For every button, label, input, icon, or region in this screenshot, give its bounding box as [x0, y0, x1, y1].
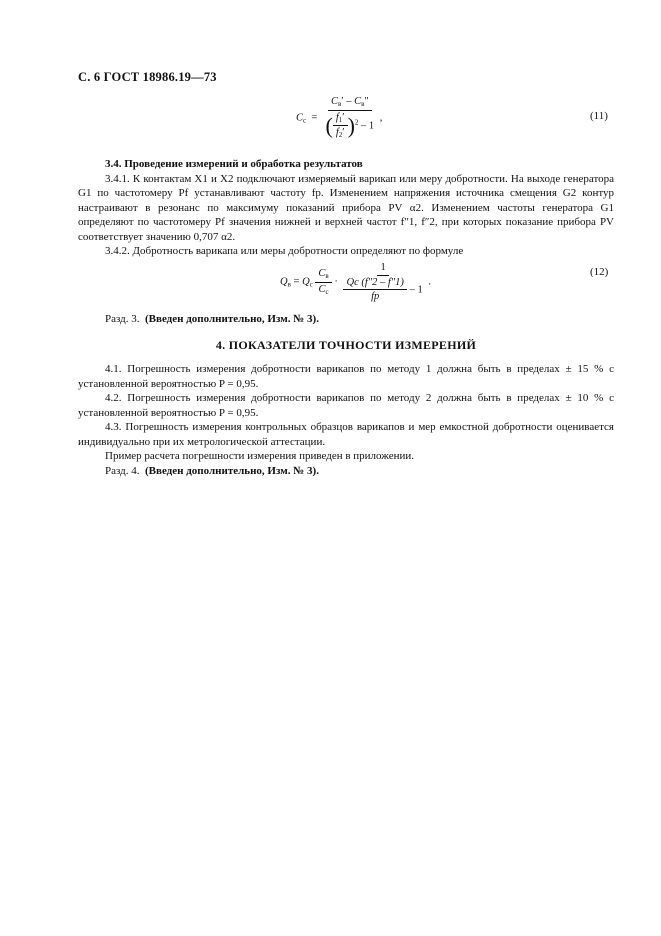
formula-12-number: (12): [590, 266, 609, 278]
paragraph-4-3: 4.3. Погрешность измерения контрольных образцов варикапов и мер емкостной добротности оценивается индивидуально при их метрологической аттестации.: [78, 421, 614, 448]
formula-12: $Q_в = Q_с$ $\frac{C_в}{C_с}$ · 1 $\frac{Qс (f''2 - f''1)}{fр}$ – 1 .: [280, 262, 431, 303]
paragraph-3-4-1: 3.4.1. К контактам X1 и X2 подключают измеряемый варикап или меру добротности. На выходе генератора G1 по частотомеру Pf устанавливают частоту fр. Изменением напряжения источника смещения G2 контур настраивают в резонанс по максимуму показаний прибора PV α2. Изменением частоты генератора G1 определяют по частотомеру Pf значения нижней и верхней частот f″1, f″2, при которых показание прибора PV соответствует значению 0,707 α2.: [78, 172, 614, 243]
formula-11: $C_с$ = $C_в' - C_в''$ ( $\frac{f_1'}{f_2'}$ )$^2$ – 1 ,: [296, 96, 383, 140]
paragraph-3-4-2: 3.4.2. Добротность варикапа или меры добротности определяют по формуле: [105, 245, 464, 257]
paragraph-4-4: Пример расчета погрешности измерения приведен в приложении.: [105, 450, 415, 462]
formula-11-fraction: $C_в' - C_в''$ ( $\frac{f_1'}{f_2'}$ )$^2$ – 1: [325, 96, 375, 140]
section-3-4: [78, 157, 614, 259]
page-header: С. 6 ГОСТ 18986.19—73: [78, 70, 217, 84]
amendment-note-4: Разд. 4. (Введен дополнительно, Изм. № 3).: [105, 464, 319, 477]
paragraph-4-1: 4.1. Погрешность измерения добротности варикапов по методу 1 должна быть в пределах ± 15 % с установленной вероятностью P = 0,95.: [78, 363, 614, 390]
section-4: [78, 362, 614, 478]
section-3-4-title: 3.4. Проведение измерений и обработка результатов: [105, 158, 363, 170]
amendment-note-3: Разд. 3. (Введен дополнительно, Изм. № 3).: [105, 313, 319, 325]
formula-11-number: (11): [590, 110, 608, 122]
paragraph-4-2: 4.2. Погрешность измерения добротности варикапов по методу 2 должна быть в пределах ± 10 % с установленной вероятностью P = 0,95.: [78, 392, 614, 419]
section-4-title: 4. ПОКАЗАТЕЛИ ТОЧНОСТИ ИЗМЕРЕНИЙ: [215, 338, 477, 352]
